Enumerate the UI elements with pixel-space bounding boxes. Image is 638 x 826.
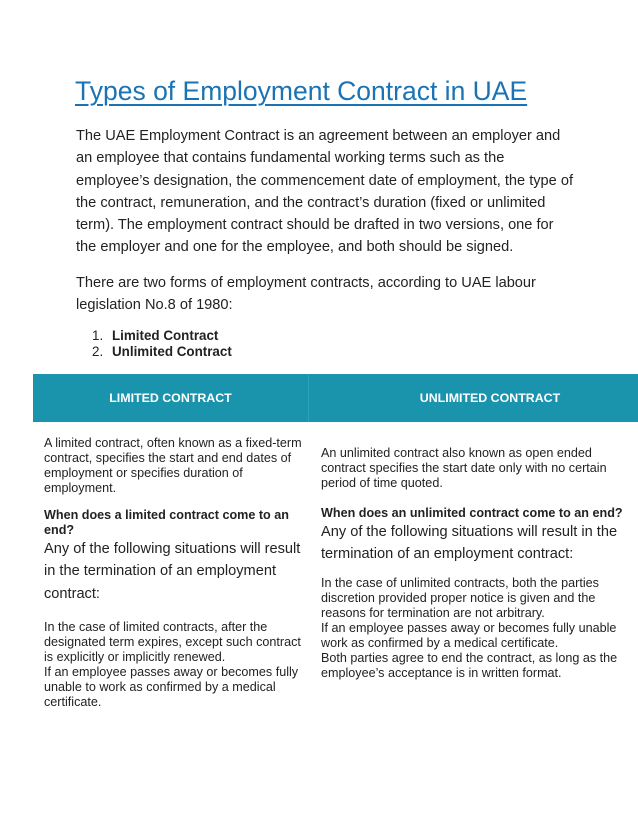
page-title: Types of Employment Contract in UAE (75, 76, 528, 106)
limited-question: When does a limited contract come to an end? (44, 508, 289, 537)
unlimited-contract-column (321, 446, 638, 681)
unlimited-condition-3: Both parties agree to end the contract, as long as the employee’s acceptance is in written format. (321, 650, 618, 680)
contract-types-list (92, 328, 232, 360)
limited-definition: A limited contract, often known as a fixed-term contract, specifies the start and end dates of employment or specifies duration of employment. (44, 436, 302, 495)
list-number: 1. (92, 328, 104, 343)
header-limited-contract: LIMITED CONTRACT (109, 391, 232, 405)
limited-condition-2: If an employee passes away or becomes fully unable to work as confirmed by a medical certificate. (44, 664, 299, 709)
limited-condition-1: In the case of limited contracts, after the designated term expires, except such contract is explicitly or implicitly renewed. (44, 619, 301, 664)
limited-lead: Any of the following situations will result in the termination of an employment contract: (44, 541, 301, 602)
list-item (92, 344, 232, 360)
list-label: Limited Contract (112, 328, 219, 343)
intro-paragraph: The UAE Employment Contract is an agreement between an employer and an employee that contains fundamental working terms such as the employee’s designation, the commencement date of employment, the type of the contract, remuneration, and the contract’s duration (fixed or unlimited term). The employment contract should be drafted in two versions, one for the employer and one for the employee, and both should be signed. (76, 128, 574, 256)
list-item (92, 328, 232, 344)
unlimited-lead: Any of the following situations will result in the termination of an employment contract: (321, 524, 618, 563)
list-number: 2. (92, 344, 104, 359)
list-label: Unlimited Contract (112, 344, 232, 359)
unlimited-definition: An unlimited contract also known as open ended contract specifies the start date only with no certain period of time quoted. (321, 446, 607, 490)
unlimited-condition-2: If an employee passes away or becomes fully unable work as confirmed by a medical certificate. (321, 620, 617, 650)
table-header-band (33, 374, 638, 422)
forms-intro-paragraph: There are two forms of employment contracts, according to UAE labour legislation No.8 of 1980: (76, 275, 536, 314)
unlimited-condition-1: In the case of unlimited contracts, both the parties discretion provided proper notice is given and the reasons for termination are not arbitrary. (321, 575, 599, 620)
limited-contract-column (44, 436, 302, 710)
header-unlimited-contract: UNLIMITED CONTRACT (419, 391, 561, 405)
unlimited-question: When does an unlimited contract come to an end? (321, 506, 623, 520)
